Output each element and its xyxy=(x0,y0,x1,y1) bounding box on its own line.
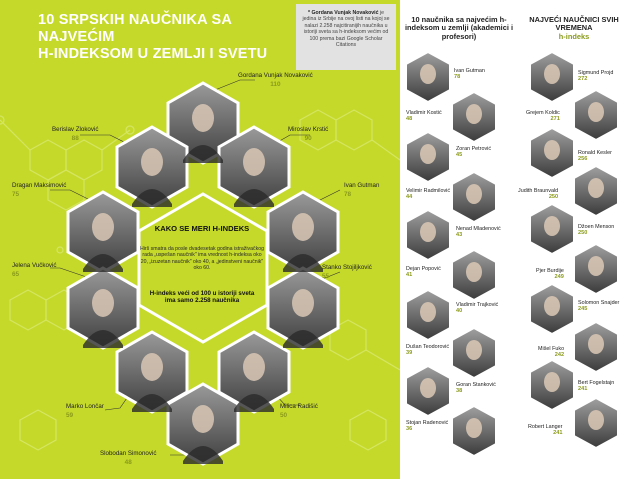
footnote-text: je jedina iz Srbije na ovoj listi na kojoj se nalazi 2.258 najcitiranijih naučnika u istoriji sveta sa h-indeksom većim od 100 prema bazi Google Scholar Citations xyxy=(302,10,390,49)
world-column-title: NAJVEĆI NAUČNICI SVIH VREMENA h-indeks xyxy=(518,16,630,41)
label-marko: Marko Lončar 59 xyxy=(66,403,104,419)
domestic-label-5: Nenad Mladenović 43 xyxy=(456,226,501,239)
world-label-6: Pjer Burdije 249 xyxy=(536,268,564,281)
title-line-2: H-INDEKSOM U ZEMLJI I SVETU xyxy=(38,46,268,62)
footnote-bold: * Gordana Vunjak Novaković xyxy=(308,10,379,16)
world-label-8: Mišel Fuko 242 xyxy=(538,346,565,359)
explain-highlight: H-indeks veći od 100 u istoriji sveta ima samo 2.258 naučnika xyxy=(149,290,255,305)
right-lists-panel xyxy=(400,0,630,479)
world-label-7: Solomon Snajder 245 xyxy=(578,300,620,313)
label-stanko: Stanko Stojiljković 55 xyxy=(322,264,372,280)
domestic-label-3: Zoran Petrović 45 xyxy=(456,146,492,159)
world-label-3: Ronald Kesler 256 xyxy=(578,150,612,163)
label-slobodan: Slobodan Simonović 48 xyxy=(100,450,157,466)
domestic-label-1: Ivan Gutman 78 xyxy=(454,68,485,81)
title-line-1: 10 SRPSKIH NAUČNIKA SA NAJVEĆIM xyxy=(38,12,232,45)
explain-text: Hirš smatra da posle dvadesetak godina istraživačkog rada „uspešan naučnik" ima vrednost h-indeksa oko 20, „izuzetan naučnik" oko 40, a „jedinstveni naučnik" oko 60. xyxy=(140,246,264,271)
label-milica: Milica Radišić 50 xyxy=(280,403,318,419)
domestic-label-10: Stojan Radenović 36 xyxy=(406,420,449,433)
world-label-4: Judith Braunvald 250 xyxy=(518,188,559,201)
label-jelena: Jelena Vučković 65 xyxy=(12,262,57,278)
world-column-subtitle: h-indeks xyxy=(558,31,590,41)
label-miroslav: Miroslav Krstić 90 xyxy=(288,126,329,142)
domestic-label-4: Velimir Radmilović 44 xyxy=(406,188,451,201)
world-label-5: Džoen Menson 250 xyxy=(578,224,615,237)
world-label-1: Sigmund Projd 272 xyxy=(578,70,614,83)
world-label-2: Grejem Koldic 271 xyxy=(526,110,560,123)
domestic-label-9: Goran Stanković 38 xyxy=(456,382,496,395)
label-ivan: Ivan Gutman 78 xyxy=(344,182,380,198)
domestic-label-8: Dušan Teodorović 39 xyxy=(406,344,450,357)
label-gordana: Gordana Vunjak Novaković 110 xyxy=(238,72,313,88)
domestic-label-6: Dejan Popović 41 xyxy=(406,266,441,279)
explain-title: KAKO SE MERI H-INDEKS xyxy=(154,224,250,233)
domestic-label-2: Vladimir Kostić 48 xyxy=(406,110,442,123)
world-label-9: Bert Fogelstajn 241 xyxy=(578,380,615,393)
label-dragan: Dragan Maksimović 75 xyxy=(12,182,67,198)
world-label-10: Robert Langer 241 xyxy=(528,424,563,437)
label-berislav: Berislav Zloković 88 xyxy=(52,126,99,142)
domestic-column-title: 10 naučnika sa najvećim h-indeksom u zemlji (akademici i profesori) xyxy=(404,15,514,41)
domestic-label-7: Vladimir Trajković 40 xyxy=(456,302,499,315)
